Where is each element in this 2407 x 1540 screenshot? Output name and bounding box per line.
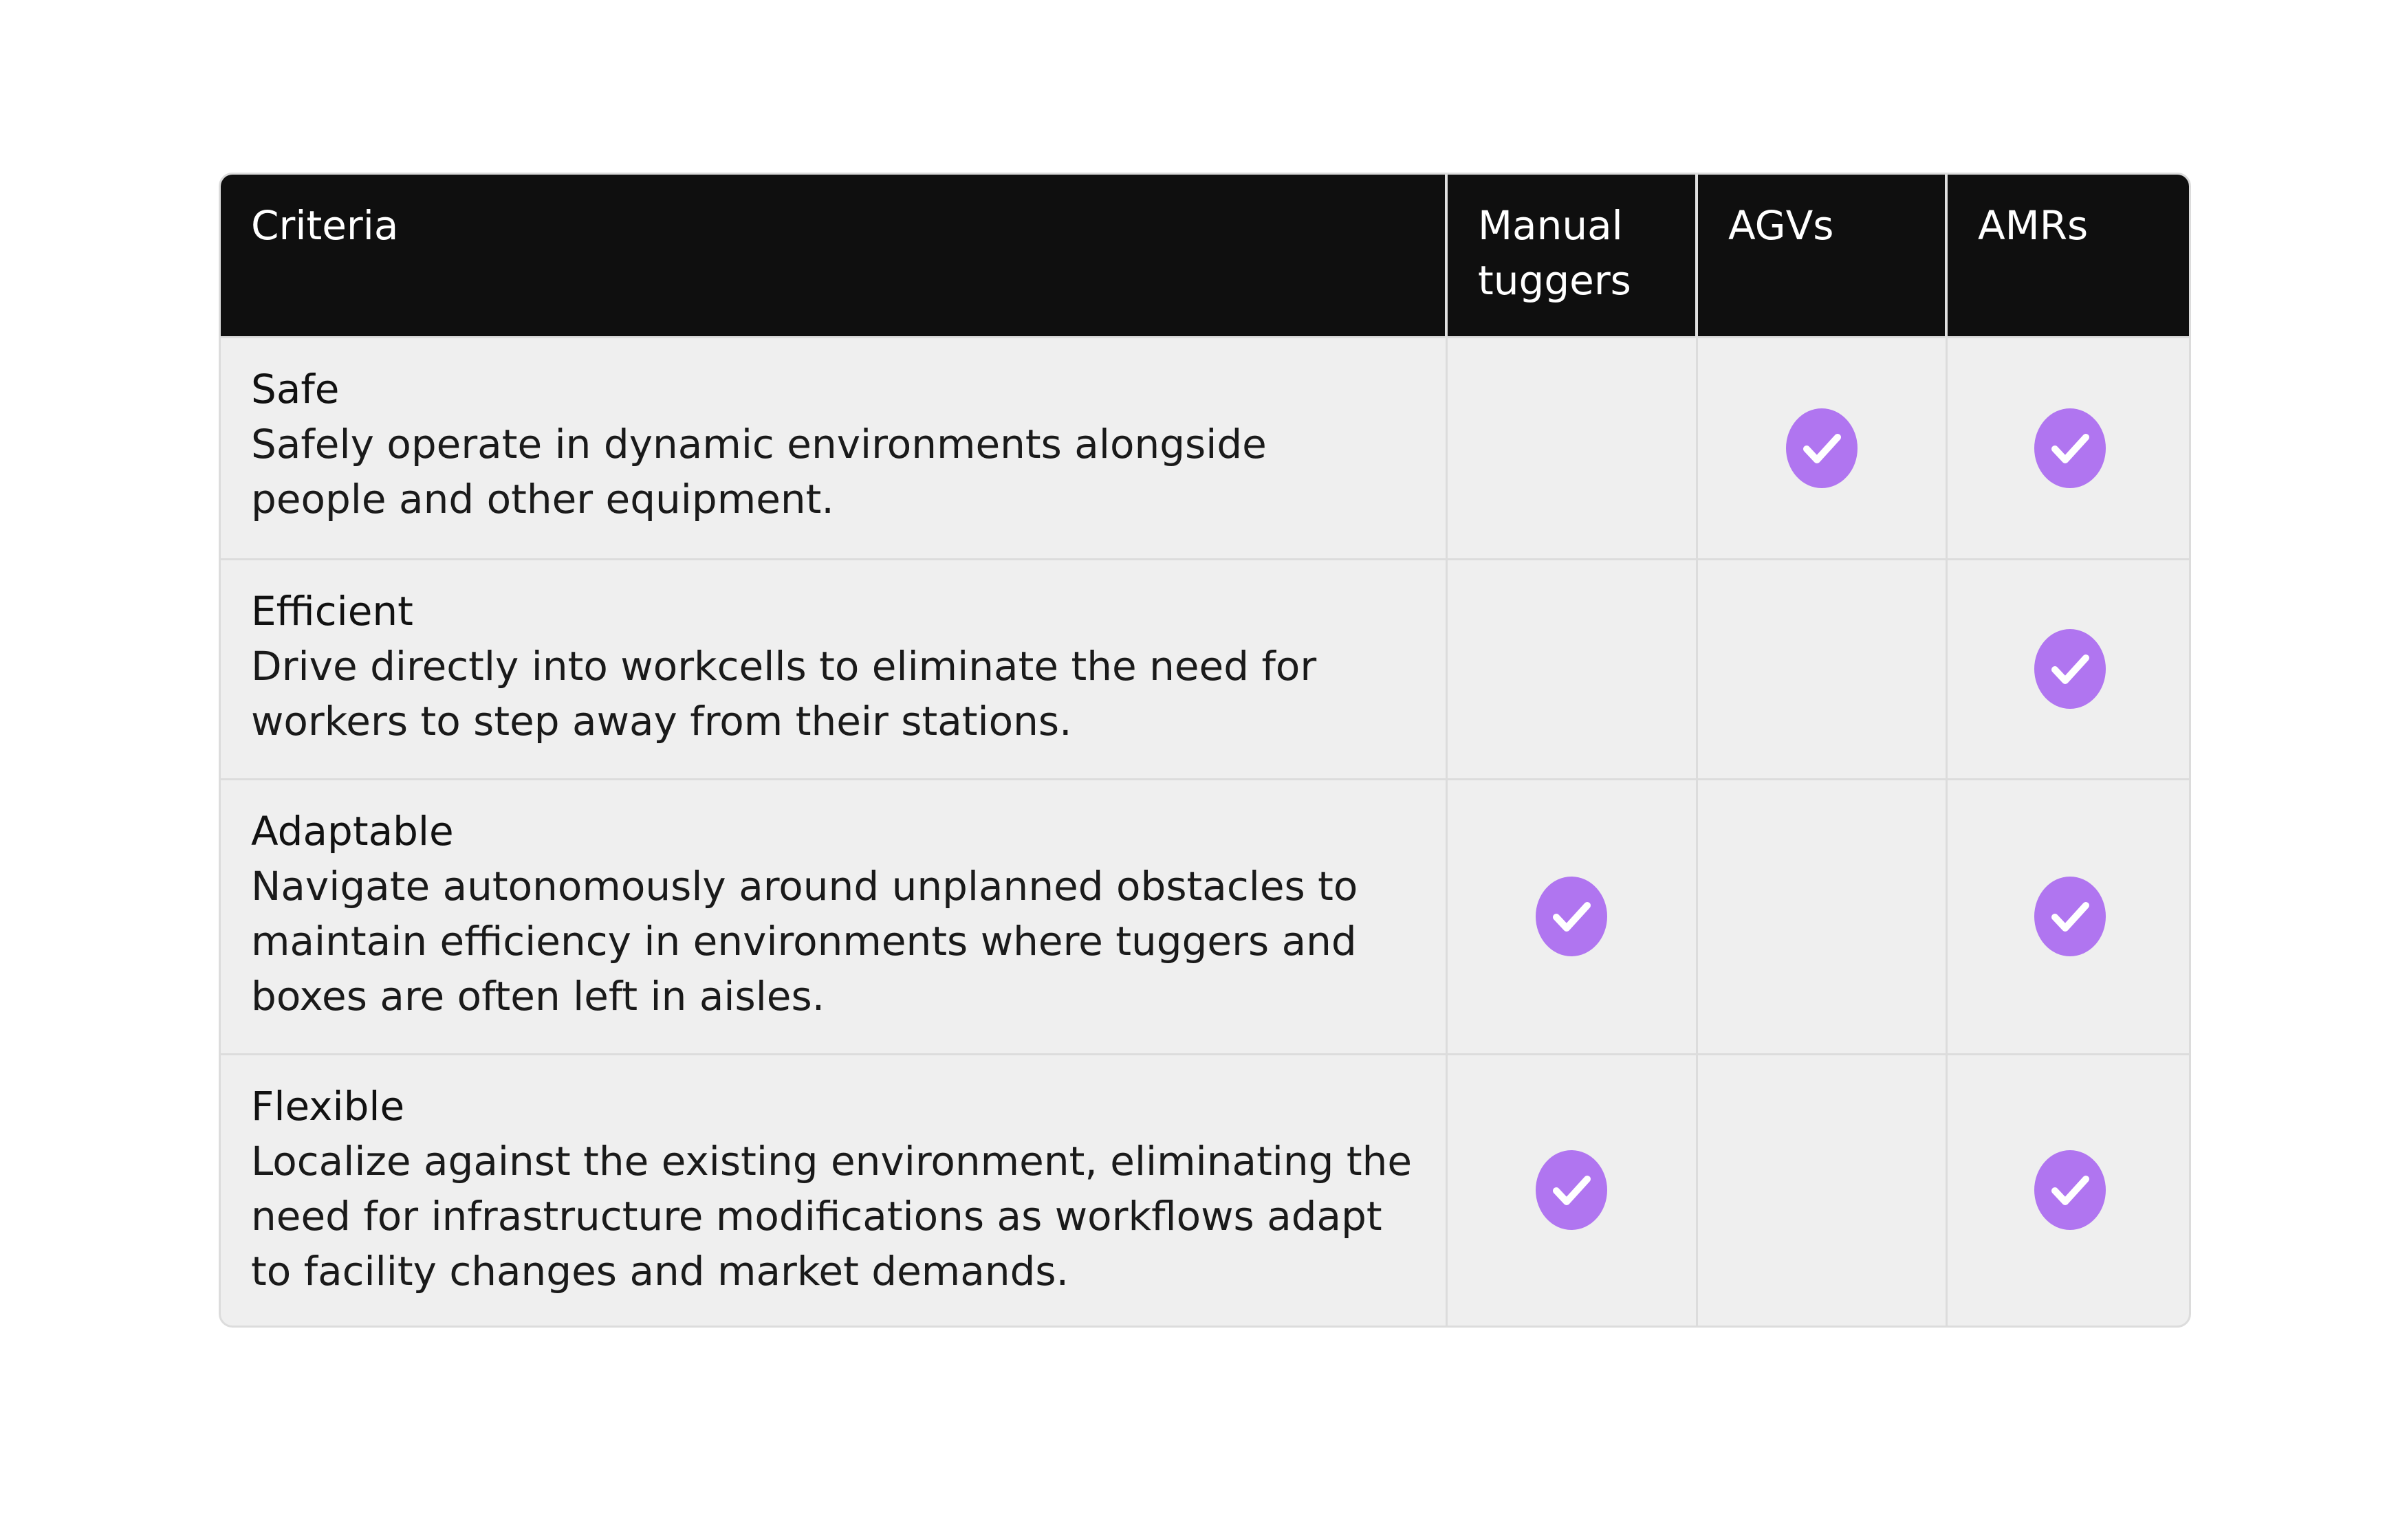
criteria-cell: [221, 559, 1446, 779]
header-amrs: AMRs: [1946, 175, 2191, 337]
criteria-cell: [221, 1054, 1446, 1326]
header-agvs: AGVs: [1697, 175, 1946, 337]
criteria-description-line: workers to step away from their stations.: [251, 697, 1072, 745]
comparison-table: [219, 173, 2191, 1328]
cell-manual: [1446, 779, 1697, 1054]
criteria-description-line: need for infrastructure modifications as workflows adapt: [251, 1192, 1382, 1240]
cell-manual: [1446, 1054, 1697, 1326]
checkmark-circle-icon: [1536, 1150, 1607, 1230]
cell-amr: [1946, 337, 2191, 559]
criteria-cell: [221, 779, 1446, 1054]
criteria-title: Adaptable: [251, 807, 454, 855]
cell-amr: [1946, 1054, 2191, 1326]
cell-agv: [1697, 559, 1946, 779]
table-header-row: [221, 175, 2191, 337]
header-criteria: Criteria: [221, 175, 1446, 337]
cell-manual: [1446, 559, 1697, 779]
criteria-description-line: to facility changes and market demands.: [251, 1247, 1069, 1295]
table-row: [221, 559, 2191, 779]
criteria-cell: [221, 337, 1446, 559]
checkmark-circle-icon: [1786, 408, 1858, 488]
criteria-description-line: Localize against the existing environment, eliminating the: [251, 1137, 1413, 1185]
table-row: [221, 337, 2191, 559]
cell-manual: [1446, 337, 1697, 559]
checkmark-circle-icon: [2034, 408, 2106, 488]
checkmark-circle-icon: [1536, 877, 1607, 956]
criteria-description-line: people and other equipment.: [251, 475, 834, 522]
header-manual-line-2: tuggers: [1478, 257, 1631, 304]
criteria-title: Flexible: [251, 1082, 405, 1130]
cell-amr: [1946, 559, 2191, 779]
table-row: [221, 779, 2191, 1054]
table-body: [221, 337, 2191, 1326]
cell-agv: [1697, 1054, 1946, 1326]
checkmark-circle-icon: [2034, 1150, 2106, 1230]
criteria-title: Efficient: [251, 587, 413, 635]
cell-agv: [1697, 337, 1946, 559]
checkmark-circle-icon: [2034, 629, 2106, 709]
checkmark-circle-icon: [2034, 877, 2106, 956]
criteria-description-line: maintain efficiency in environments where tuggers and: [251, 917, 1357, 965]
criteria-description-line: Drive directly into workcells to eliminate the need for: [251, 642, 1317, 690]
cell-amr: [1946, 779, 2191, 1054]
criteria-description-line: Navigate autonomously around unplanned obstacles to: [251, 862, 1358, 910]
table-row: [221, 1054, 2191, 1326]
criteria-title: Safe: [251, 365, 340, 412]
header-manual-line-1: Manual: [1478, 202, 1623, 249]
criteria-description-line: Safely operate in dynamic environments alongside: [251, 420, 1267, 468]
header-manual-tuggers: [1446, 175, 1697, 337]
criteria-description-line: boxes are often left in aisles.: [251, 972, 825, 1020]
cell-agv: [1697, 779, 1946, 1054]
comparison-table-grid: [221, 175, 2191, 1326]
